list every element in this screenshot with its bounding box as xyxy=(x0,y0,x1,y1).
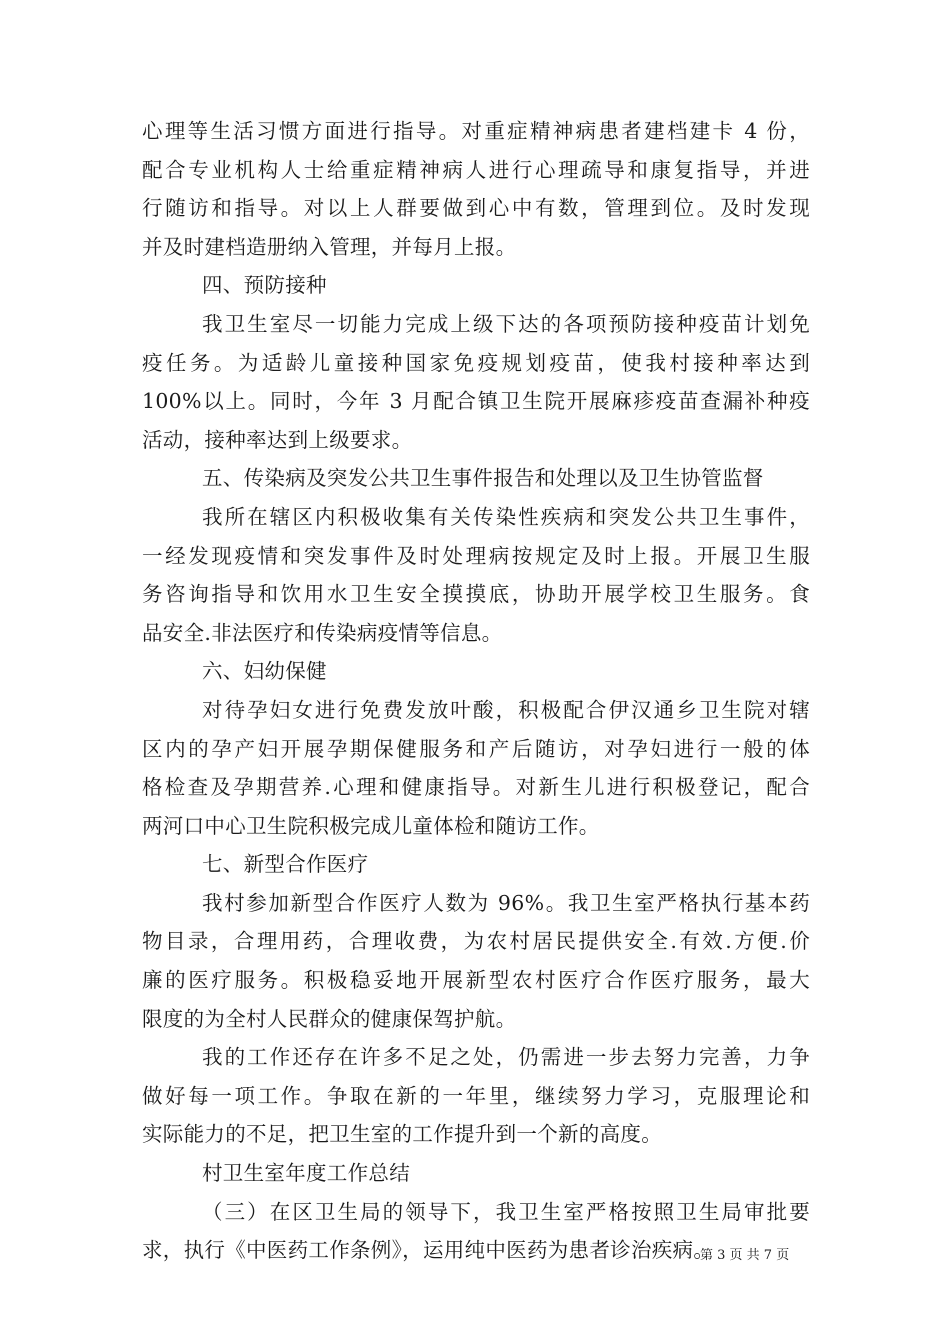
section-heading: 四、预防接种 xyxy=(202,273,327,298)
paragraph-line: 我的工作还存在许多不足之处，仍需进一步去努力完善，力争 xyxy=(202,1045,810,1070)
paragraph-line: 品安全.非法医疗和传染病疫情等信息。 xyxy=(142,620,503,645)
page-number-footer: 第 3 页 共 7 页 xyxy=(700,1248,790,1263)
paragraph-line: 100%以上。同时，今年 3 月配合镇卫生院开展麻疹疫苗查漏补种疫 xyxy=(142,389,810,414)
paragraph-line: 一经发现疫情和突发事件及时处理病按规定及时上报。开展卫生服 xyxy=(142,543,810,568)
paragraph-line: 物目录，合理用药，合理收费，为农村居民提供安全.有效.方便.价 xyxy=(142,929,810,954)
paragraph-line: 廉的医疗服务。积极稳妥地开展新型农村医疗合作医疗服务，最大 xyxy=(142,968,810,993)
paragraph-line: 疫任务。为适龄儿童接种国家免疫规划疫苗，使我村接种率达到 xyxy=(142,350,810,375)
paragraph-line: 活动，接种率达到上级要求。 xyxy=(142,427,413,452)
paragraph-line: （三）在区卫生局的领导下，我卫生室严格按照卫生局审批要 xyxy=(202,1199,810,1224)
section-heading: 村卫生室年度工作总结 xyxy=(202,1161,410,1186)
section-heading: 六、妇幼保健 xyxy=(202,659,327,684)
paragraph-line: 心理等生活习惯方面进行指导。对重症精神病患者建档建卡 4 份， xyxy=(142,119,810,143)
paragraph-line: 两河口中心卫生院积极完成儿童体检和随访工作。 xyxy=(142,813,600,838)
paragraph-line: 我卫生室尽一切能力完成上级下达的各项预防接种疫苗计划免 xyxy=(202,311,810,336)
paragraph-line: 做好每一项工作。争取在新的一年里，继续努力学习，克服理论和 xyxy=(142,1083,810,1108)
document-body xyxy=(142,112,810,1270)
paragraph-line: 配合专业机构人士给重症精神病人进行心理疏导和康复指导，并进 xyxy=(142,157,810,182)
paragraph-line: 并及时建档造册纳入管理，并每月上报。 xyxy=(142,234,517,259)
paragraph-line: 我所在辖区内积极收集有关传染性疾病和突发公共卫生事件， xyxy=(202,504,810,529)
paragraph-line: 行随访和指导。对以上人群要做到心中有数，管理到位。及时发现 xyxy=(142,196,810,221)
paragraph-line: 格检查及孕期营养.心理和健康指导。对新生儿进行积极登记，配合 xyxy=(142,775,810,800)
paragraph-line: 对待孕妇女进行免费发放叶酸，积极配合伊汉通乡卫生院对辖 xyxy=(202,697,810,722)
paragraph-line: 区内的孕产妇开展孕期保健服务和产后随访，对孕妇进行一般的体 xyxy=(142,736,810,761)
paragraph-line: 实际能力的不足，把卫生室的工作提升到一个新的高度。 xyxy=(142,1122,662,1147)
paragraph-line: 务咨询指导和饮用水卫生安全摸摸底，协助开展学校卫生服务。食 xyxy=(142,582,810,607)
paragraph-line: 限度的为全村人民群众的健康保驾护航。 xyxy=(142,1006,517,1031)
paragraph-line: 求，执行《中医药工作条例》，运用纯中医药为患者诊治疾病。 xyxy=(142,1238,715,1263)
paragraph-line: 我村参加新型合作医疗人数为 96%。我卫生室严格执行基本药 xyxy=(202,890,810,915)
section-heading: 七、新型合作医疗 xyxy=(202,852,369,877)
section-heading: 五、传染病及突发公共卫生事件报告和处理以及卫生协管监督 xyxy=(202,466,764,491)
